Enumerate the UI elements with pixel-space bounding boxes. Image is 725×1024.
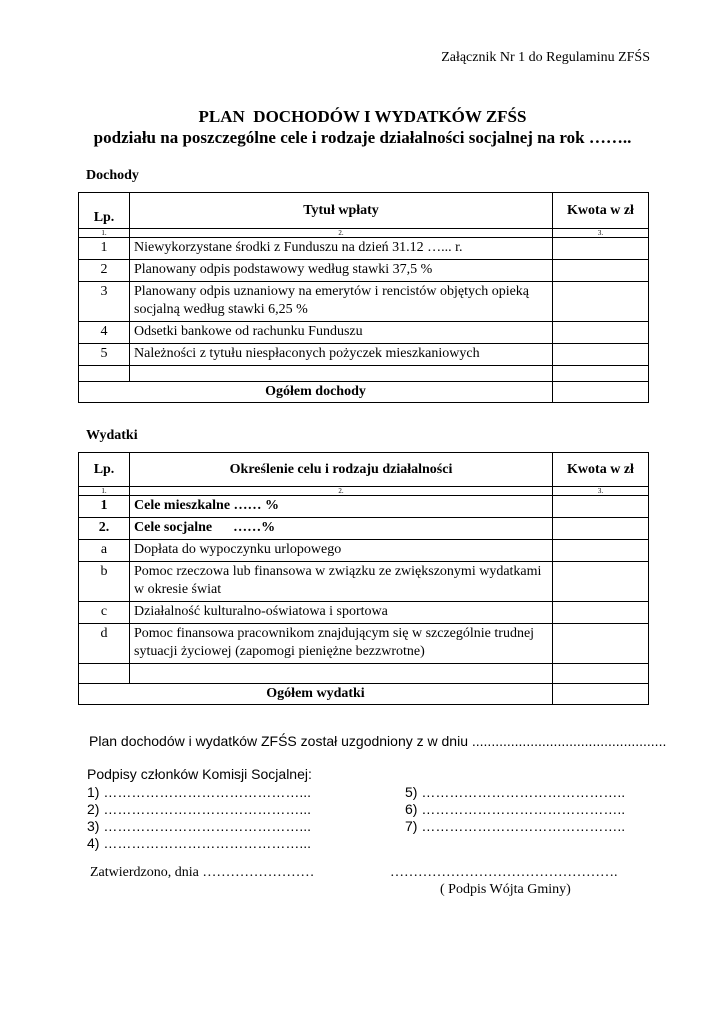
row-lp: 2 <box>79 260 130 282</box>
expenses-col-num: 1. <box>79 487 130 496</box>
row-text: Cele socjalne ……% <box>130 518 553 540</box>
empty-cell[interactable] <box>553 664 649 684</box>
expenses-table <box>78 452 649 705</box>
row-text: Niewykorzystane środki z Funduszu na dzień 31.12 …... r. <box>130 238 553 260</box>
row-lp: d <box>79 624 130 664</box>
row-amount[interactable] <box>553 496 649 518</box>
row-lp: b <box>79 562 130 602</box>
signature-line[interactable]: 3) ……………………………………... <box>87 818 312 834</box>
row-text: Należności z tytułu niespłaconych pożyczek mieszkaniowych <box>130 344 553 366</box>
signature-line[interactable]: 5) …………………………………….. <box>405 784 626 800</box>
expenses-col-num: 2. <box>130 487 553 496</box>
row-lp: 5 <box>79 344 130 366</box>
row-lp: 1 <box>79 238 130 260</box>
signature-line[interactable]: 6) …………………………………….. <box>405 801 626 817</box>
row-amount[interactable] <box>553 260 649 282</box>
table-row <box>79 282 649 322</box>
signature-line[interactable]: 7) …………………………………….. <box>405 818 626 834</box>
table-row <box>79 518 649 540</box>
income-col-num: 2. <box>130 229 553 238</box>
row-amount[interactable] <box>553 562 649 602</box>
expenses-total-amount[interactable] <box>553 684 649 705</box>
table-row <box>79 238 649 260</box>
signature-line[interactable]: 4) ……………………………………... <box>87 835 312 851</box>
row-amount[interactable] <box>553 282 649 322</box>
table-row <box>79 624 649 664</box>
table-row <box>79 496 649 518</box>
approval-signature-line[interactable]: …………………………………………. <box>390 865 618 880</box>
row-amount[interactable] <box>553 540 649 562</box>
attachment-label: Załącznik Nr 1 do Regulaminu ZFŚS <box>441 50 650 65</box>
signatures-heading: Podpisy członków Komisji Socjalnej: <box>87 766 312 782</box>
expenses-col-lp: Lp. <box>79 453 130 487</box>
signature-line[interactable]: 2) ……………………………………... <box>87 801 312 817</box>
row-amount[interactable] <box>553 344 649 366</box>
income-col-amount: Kwota w zł <box>553 193 649 229</box>
empty-cell <box>130 366 553 382</box>
income-col-title: Tytuł wpłaty <box>130 193 553 229</box>
row-text: Dopłata do wypoczynku urlopowego <box>130 540 553 562</box>
row-text: Działalność kulturalno-oświatowa i sportowa <box>130 602 553 624</box>
empty-cell <box>130 664 553 684</box>
row-text: Cele mieszkalne …… % <box>130 496 553 518</box>
row-amount[interactable] <box>553 238 649 260</box>
empty-cell <box>79 664 130 684</box>
row-lp: c <box>79 602 130 624</box>
income-heading: Dochody <box>86 168 139 183</box>
approval-date[interactable]: Zatwierdzono, dnia …………………… <box>90 865 315 880</box>
row-amount[interactable] <box>553 602 649 624</box>
document-subtitle: podziału na poszczególne cele i rodzaje działalności socjalnej na rok …….. <box>93 128 632 147</box>
row-text: Planowany odpis uznaniowy na emerytów i rencistów objętych opieką socjalną według stawki 6,25 % <box>130 282 553 322</box>
row-lp: 2. <box>79 518 130 540</box>
table-row <box>79 322 649 344</box>
expenses-heading: Wydatki <box>86 428 138 443</box>
signature-line[interactable]: 1) ……………………………………... <box>87 784 312 800</box>
income-col-num: 1. <box>79 229 130 238</box>
expenses-total-label: Ogółem wydatki <box>79 684 553 705</box>
expenses-col-num: 3. <box>553 487 649 496</box>
empty-cell <box>79 366 130 382</box>
empty-cell[interactable] <box>553 366 649 382</box>
income-total-amount[interactable] <box>553 382 649 403</box>
signatures-right <box>405 784 625 835</box>
signatures-left <box>87 784 311 852</box>
table-row <box>79 602 649 624</box>
approval-caption: ( Podpis Wójta Gminy) <box>440 882 571 897</box>
income-col-num: 3. <box>553 229 649 238</box>
table-row <box>79 344 649 366</box>
row-text: Planowany odpis podstawowy według stawki 37,5 % <box>130 260 553 282</box>
row-lp: 3 <box>79 282 130 322</box>
row-text: Odsetki bankowe od rachunku Funduszu <box>130 322 553 344</box>
expenses-col-amount: Kwota w zł <box>553 453 649 487</box>
empty-row <box>79 664 649 684</box>
row-amount[interactable] <box>553 624 649 664</box>
table-row <box>79 540 649 562</box>
row-lp: 4 <box>79 322 130 344</box>
row-text: Pomoc rzeczowa lub finansowa w związku ze zwiększonymi wydatkami w okresie świat <box>130 562 553 602</box>
income-col-lp: Lp. <box>79 193 130 229</box>
row-text: Pomoc finansowa pracownikom znajdującym się w szczególnie trudnej sytuacji życiowej (zapomogi pieniężne bezzwrotne) <box>130 624 553 664</box>
row-lp: 1 <box>79 496 130 518</box>
row-amount[interactable] <box>553 322 649 344</box>
table-row <box>79 260 649 282</box>
empty-row <box>79 366 649 382</box>
agreement-line: Plan dochodów i wydatków ZFŚS został uzgodniony z w dniu .................................................. <box>89 733 667 749</box>
income-total-label: Ogółem dochody <box>79 382 553 403</box>
document-title: PLAN DOCHODÓW I WYDATKÓW ZFŚS <box>198 107 527 126</box>
expenses-col-title: Określenie celu i rodzaju działalności <box>130 453 553 487</box>
income-table <box>78 192 649 403</box>
row-lp: a <box>79 540 130 562</box>
table-row <box>79 562 649 602</box>
row-amount[interactable] <box>553 518 649 540</box>
